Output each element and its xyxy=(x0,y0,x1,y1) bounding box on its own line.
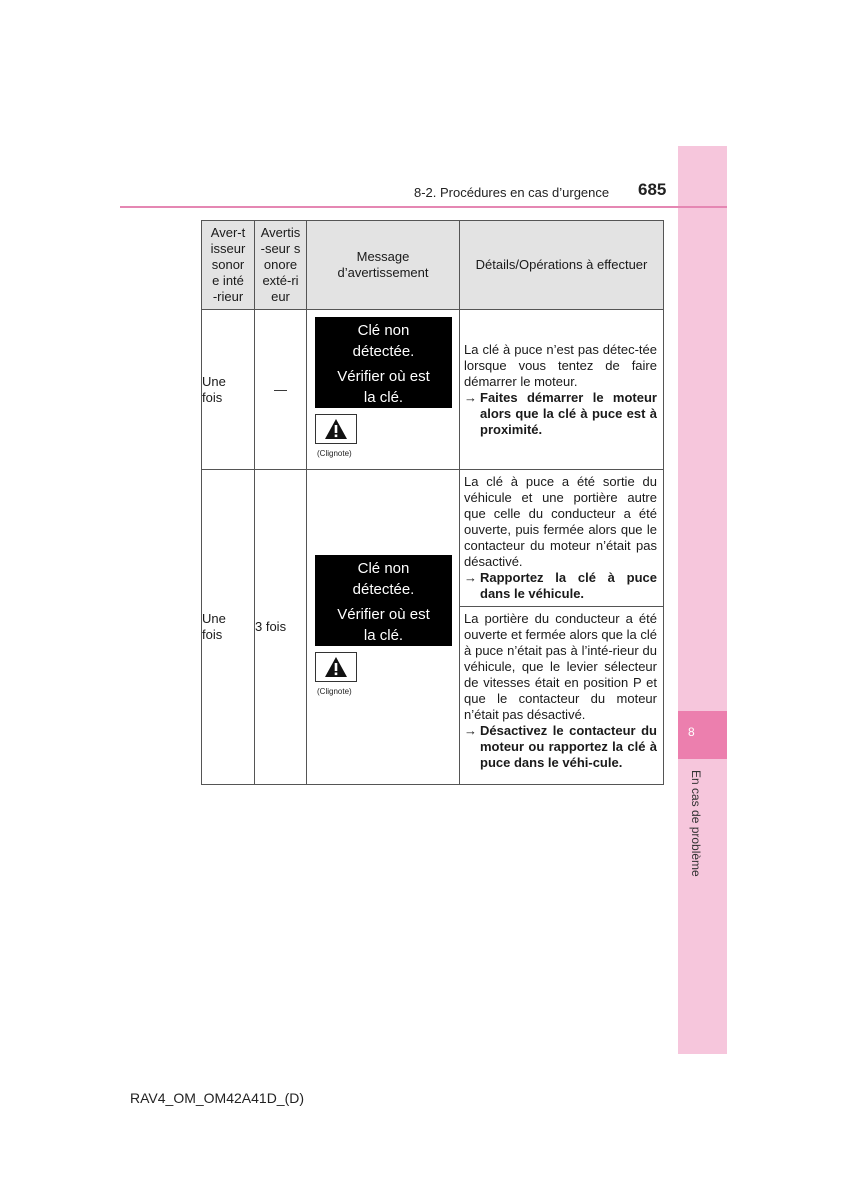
internal-buzzer-cell: Une fois xyxy=(202,470,255,785)
document-code: RAV4_OM_OM42A41D_(D) xyxy=(130,1090,305,1106)
header-details: Détails/Opérations à effectuer xyxy=(460,221,664,310)
warning-message-display: Clé non détectée. Vérifier où est la clé. xyxy=(315,317,452,408)
header-internal-buzzer: Aver-tisseur sonore inté-rieur xyxy=(202,221,255,310)
master-warning-icon xyxy=(315,652,357,682)
details-cell: La clé à puce n’est pas détec-tée lorsque vous tentez de faire démarrer le moteur. → Faites démarrer le moteur alors que la clé à puce est à proximité. xyxy=(460,310,664,470)
blink-label: (Clignote) xyxy=(317,686,352,696)
section-title: 8-2. Procédures en cas d’urgence xyxy=(414,185,610,200)
arrow-icon: → xyxy=(464,723,477,738)
page-number: 685 xyxy=(638,180,667,199)
side-tab xyxy=(678,146,727,1054)
table-row xyxy=(202,470,664,607)
message-cell xyxy=(307,310,460,470)
arrow-icon: → xyxy=(464,570,477,585)
master-warning-icon xyxy=(315,414,357,444)
internal-buzzer-cell: Une fois xyxy=(202,310,255,470)
warning-message-display: Clé non détectée. Vérifier où est la clé. xyxy=(315,555,452,646)
header-external-buzzer: Avertis-seur sonore exté-rieur xyxy=(255,221,307,310)
details-cell: La clé à puce a été sortie du véhicule et une portière autre que celle du conducteur a été ouverte, puis fermée alors que le contacteur du moteur n’était pas désactivé. → Rapportez la clé à puce dans le véhicule. xyxy=(460,470,664,607)
warning-table xyxy=(201,220,664,785)
chapter-number-box xyxy=(678,711,727,759)
blink-label: (Clignote) xyxy=(317,449,352,458)
header-message: Message d’avertissement xyxy=(307,221,460,310)
header-rule xyxy=(120,206,727,208)
message-cell xyxy=(307,470,460,785)
table-row xyxy=(202,310,664,470)
table-header-row xyxy=(202,221,664,310)
chapter-number: 8 xyxy=(688,725,695,739)
details-cell: La portière du conducteur a été ouverte et fermée alors que la clé à puce n’était pas à l’inté-rieur du véhicule, que le levier sélecteur de vitesses était en position P et que le contacteur du moteur n’était pas désactivé. → Désactivez le contacteur du moteur ou rapportez la clé à puce dans le véhi-cule. xyxy=(460,607,664,785)
external-buzzer-cell: 3 fois xyxy=(255,470,307,785)
external-buzzer-cell: — xyxy=(255,310,307,470)
arrow-icon: → xyxy=(464,389,477,405)
chapter-title: En cas de problème xyxy=(689,770,703,877)
